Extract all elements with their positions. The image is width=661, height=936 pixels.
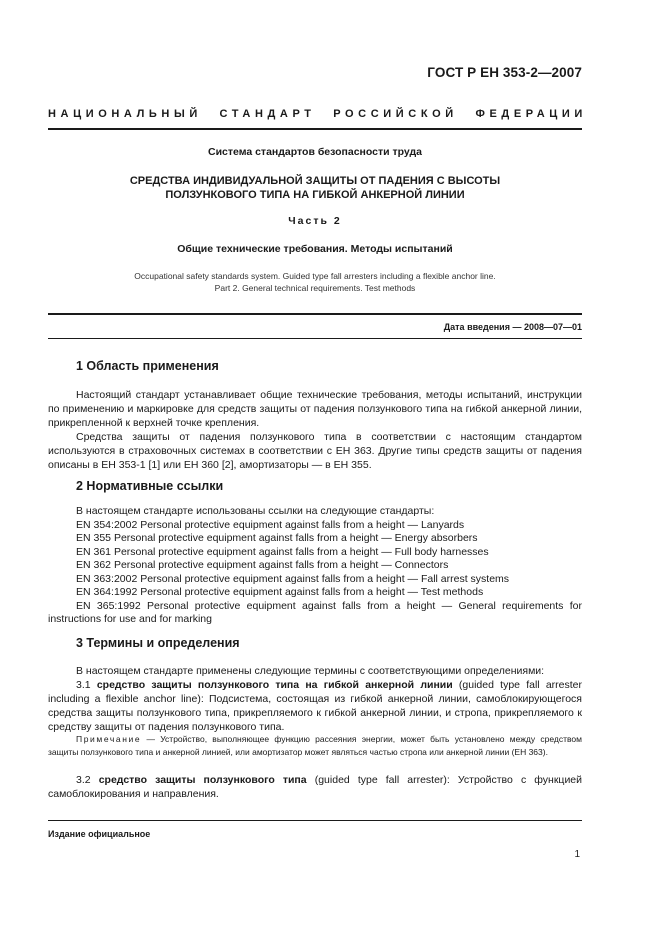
term-3-2 [48,773,582,801]
term-3-1-name: средство защиты ползункового типа на гибкой анкерной линии [96,679,453,691]
reference-item: EN 355 Personal protective equipment against falls from a height — Energy absorbers [76,532,478,544]
reference-item: EN 362 Personal protective equipment against falls from a height — Connectors [76,559,449,571]
top-rule [48,128,582,130]
reference-item: EN 364:1992 Personal protective equipment against falls from a height — Test methods [76,586,484,598]
footer-rule [48,820,582,821]
standard-code: ГОСТ Р ЕН 353-2—2007 [427,65,582,80]
document-subtitle: Общие технические требования. Методы испытаний [177,243,453,255]
english-line-2: Part 2. General technical requirements. Test methods [214,283,416,293]
term-3-2-name: средство защиты ползункового типа [98,774,307,786]
section-3-intro: В настоящем стандарте применены следующие термины с соответствующими определениями: [76,665,545,677]
note-label: Примечание [76,734,142,744]
section-1-heading: 1 Область применения [76,359,219,373]
page-number: 1 [574,849,580,860]
section-3-heading: 3 Термины и определения [76,636,240,650]
date-rule [48,338,582,339]
term-3-2-definition: (guided type fall arrester): Устройство с функцией самоблокирования и направления. [48,774,583,800]
reference-item: EN 361 Personal protective equipment against falls from a height — Full body harnesses [76,545,489,558]
title-line-1: СРЕДСТВА ИНДИВИДУАЛЬНОЙ ЗАЩИТЫ ОТ ПАДЕНИЯ С ВЫСОТЫ [129,175,501,187]
document-title [48,174,582,202]
term-3-1-number: 3.1 [76,679,91,691]
section-2-heading: 2 Нормативные ссылки [76,479,224,493]
english-title [48,270,582,294]
national-standard-banner: НАЦИОНАЛЬНЫЙ СТАНДАРТ РОССИЙСКОЙ ФЕДЕРАЦИИ [48,108,587,120]
edition-label: Издание официальное [48,829,151,839]
introduction-date: Дата введения — 2008—07—01 [443,322,582,332]
section-1-para-2: Средства защиты от падения ползункового типа в соответствии с настоящим стандартом используются в страховочных системах в соответствии с ЕН 363. Другие типы средств защиты от падения описаны в ЕН 353-1 [1] или ЕН 360 [2], амортизаторы — в ЕН 355. [48,431,582,471]
term-3-1 [48,678,582,734]
reference-item: EN 354:2002 Personal protective equipment against falls from a height — Lanyards [76,518,465,531]
note [48,733,582,758]
note-text: — Устройство, выполняющее функцию рассеяния энергии, может быть установлено между средством защиты ползункового типа и анкерной линией, или амортизатор может являться частью стропа или анкерной линии (ЕН 363). [48,734,582,757]
title-line-2: ПОЛЗУНКОВОГО ТИПА НА ГИБКОЙ АНКЕРНОЙ ЛИНИИ [165,189,465,201]
english-line-1: Occupational safety standards system. Guided type fall arresters including a flexible anchor line. [134,271,496,281]
section-2-intro: В настоящем стандарте использованы ссылки на следующие стандарты: [76,505,435,517]
term-3-1-definition: (guided type fall arrester including a flexible anchor line): Подсистема, состоящая из гибкой анкерной линии, самоблокирующегося средства защиты ползункового типа, прикрепляемого к гибкой анкерной линии, и стропа, прикрепляемого к средству защиты от падения ползункового типа. [48,679,583,733]
system-title: Система стандартов безопасности труда [207,146,423,158]
title-bottom-rule [48,313,582,315]
reference-item: EN 363:2002 Personal protective equipment against falls from a height — Fall arrest systems [76,572,510,585]
reference-item: EN 365:1992 Personal protective equipment against falls from a height — General requirements for instructions for use and for marking [48,599,582,625]
section-1-para-1: Настоящий стандарт устанавливает общие технические требования, методы испытаний, инструкции по применению и маркировке для средств защиты от падения ползункового типа на гибкой анкерной линии, прикрепленной к верхней точке крепления. [48,389,582,429]
part-label: Часть 2 [288,215,342,227]
term-3-2-number: 3.2 [76,774,91,786]
